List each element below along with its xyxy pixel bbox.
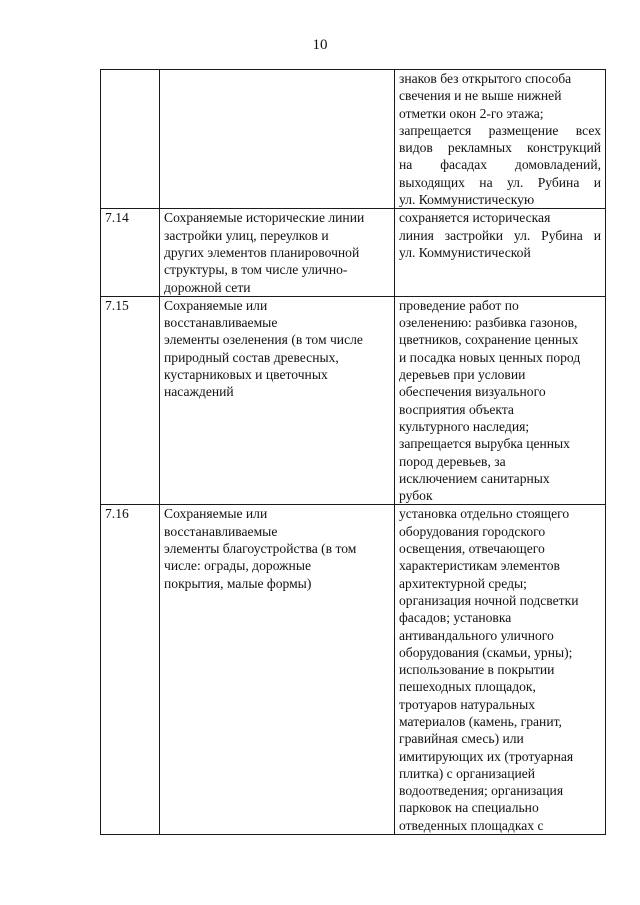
- requirement-line: видов рекламных конструкций: [399, 140, 601, 156]
- requirement-line: рубок: [399, 488, 433, 504]
- requirement-line: водоотведения; организация: [399, 783, 564, 799]
- element-name-line: элементы благоустройства (в том: [164, 541, 357, 557]
- requirement-line: озеленению: разбивка газонов,: [399, 315, 578, 331]
- element-name-line: кустарниковых и цветочных: [164, 367, 328, 383]
- table-row: [101, 296, 606, 505]
- requirement-line: исключением санитарных: [399, 470, 550, 486]
- row-number-cell: 7.16: [101, 505, 160, 835]
- requirement-line: отведенных площадках с: [399, 817, 544, 833]
- requirements-cell: [395, 209, 606, 296]
- requirement-line: обеспечения визуального: [399, 384, 546, 400]
- requirements-cell: [395, 505, 606, 835]
- element-name-line: Сохраняемые или: [164, 506, 268, 522]
- requirement-line: ул. Коммунистическую: [399, 192, 535, 208]
- requirement-line: характеристикам элементов: [399, 558, 560, 574]
- element-name-line: восстанавливаемые: [164, 523, 278, 539]
- table-row: [101, 70, 606, 209]
- requirement-line: архитектурной среды;: [399, 575, 527, 591]
- requirement-line: оборудования (скамьи, урны);: [399, 644, 573, 660]
- requirement-line: тротуаров натуральных: [399, 696, 535, 712]
- requirements-cell: [395, 70, 606, 209]
- element-name-cell: [160, 70, 395, 209]
- row-number-cell: 7.15: [101, 296, 160, 505]
- requirement-line: культурного наследия;: [399, 418, 530, 434]
- requirement-line: плитка) с организацией: [399, 765, 536, 781]
- element-name-line: структуры, в том числе улично-: [164, 262, 348, 278]
- requirement-line: пород деревьев, за: [399, 453, 506, 469]
- table-row: [101, 505, 606, 835]
- element-name-line: числе: ограды, дорожные: [164, 558, 311, 574]
- requirement-line: деревьев при условии: [399, 367, 526, 383]
- requirement-line: пешеходных площадок,: [399, 679, 536, 695]
- element-name-line: Сохраняемые исторические линии: [164, 210, 365, 226]
- requirement-line: проведение работ по: [399, 297, 519, 313]
- element-name-line: природный состав древесных,: [164, 349, 339, 365]
- element-name-line: насаждений: [164, 384, 234, 400]
- requirement-line: запрещается вырубка ценных: [399, 436, 570, 452]
- regulations-table: [100, 69, 606, 835]
- requirement-line: антивандального уличного: [399, 627, 554, 643]
- row-number-cell: 7.14: [101, 209, 160, 296]
- requirement-line: цветников, сохранение ценных: [399, 332, 579, 348]
- table-row: [101, 209, 606, 296]
- requirement-line: знаков без открытого способа: [399, 71, 572, 86]
- requirement-line: ул. Коммунистической: [399, 244, 531, 260]
- element-name-line: покрытия, малые формы): [164, 575, 312, 591]
- requirement-line: использование в покрытии: [399, 662, 555, 678]
- table-body: [101, 70, 606, 835]
- page-number: 10: [312, 37, 328, 53]
- requirement-line: сохраняется историческая: [399, 210, 551, 226]
- requirement-line: линия застройки ул. Рубина и: [399, 227, 601, 243]
- requirement-line: восприятия объекта: [399, 401, 514, 417]
- element-name-line: дорожной сети: [164, 279, 251, 295]
- row-number-cell: [101, 70, 160, 209]
- element-name-line: восстанавливаемые: [164, 315, 278, 331]
- requirement-line: установка отдельно стоящего: [399, 506, 570, 522]
- element-name-line: других элементов планировочной: [164, 244, 360, 260]
- element-name-line: элементы озеленения (в том числе: [164, 332, 363, 348]
- requirement-line: и посадка новых ценных пород: [399, 349, 581, 365]
- element-name-cell: [160, 505, 395, 835]
- requirement-line: отметки окон 2-го этажа;: [399, 105, 544, 121]
- requirement-line: парковок на специально: [399, 800, 539, 816]
- requirement-line: запрещается размещение всех: [399, 122, 601, 138]
- requirement-line: имитирующих их (тротуарная: [399, 748, 574, 764]
- element-name-line: застройки улиц, переулков и: [164, 227, 329, 243]
- requirement-line: гравийная смесь) или: [399, 731, 524, 747]
- requirement-line: оборудования городского: [399, 523, 546, 539]
- requirement-line: организация ночной подсветки: [399, 592, 579, 608]
- requirement-line: на фасадах домовладений,: [399, 157, 601, 173]
- requirement-line: материалов (камень, гранит,: [399, 713, 562, 729]
- requirement-line: выходящих на ул. Рубина и: [399, 174, 601, 190]
- requirement-line: свечения и не выше нижней: [399, 88, 562, 104]
- element-name-line: Сохраняемые или: [164, 297, 268, 313]
- element-name-cell: [160, 209, 395, 296]
- requirement-line: освещения, отвечающего: [399, 541, 545, 557]
- requirement-line: фасадов; установка: [399, 610, 512, 626]
- requirements-cell: [395, 296, 606, 505]
- element-name-cell: [160, 296, 395, 505]
